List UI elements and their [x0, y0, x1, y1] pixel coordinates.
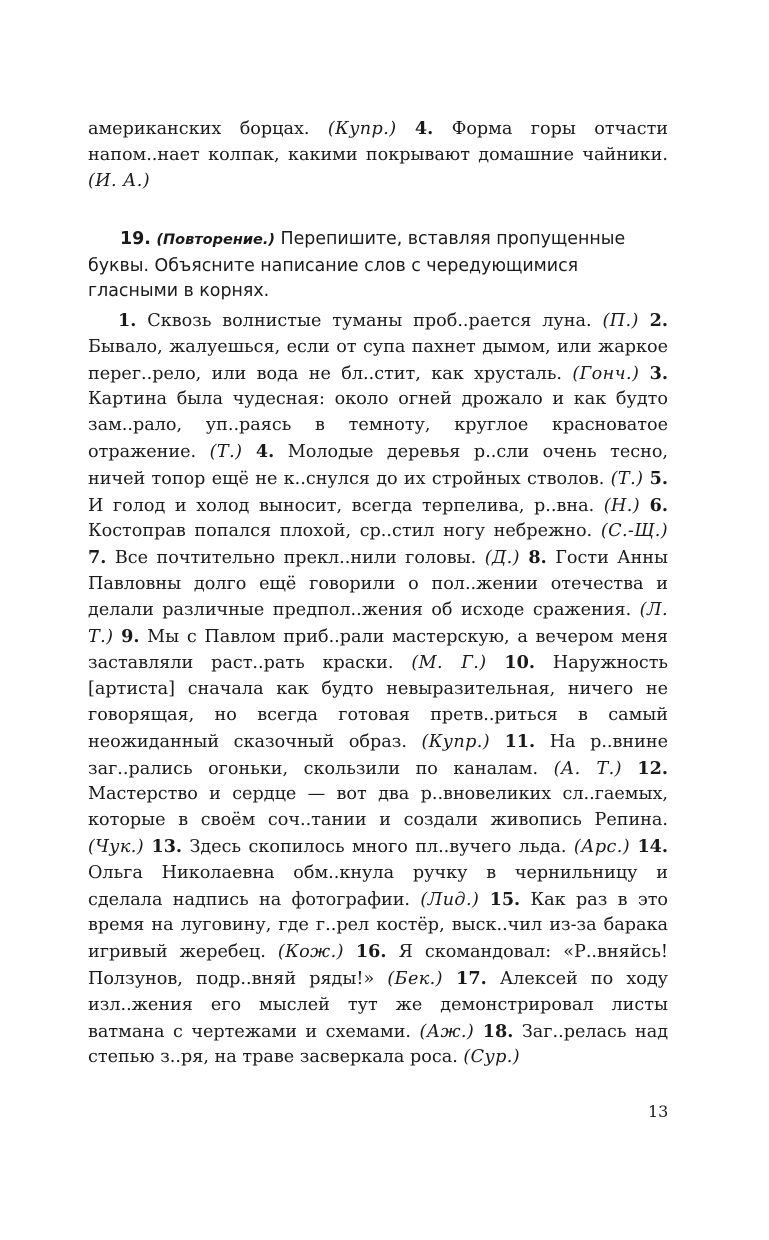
sentence-number: 9.: [121, 625, 140, 647]
intro-author-1: (Купр.): [327, 119, 397, 139]
task-instruction: Перепишите, вставляя пропущенные буквы. Объясните написание слов с чередующимися гласными в корнях.: [88, 229, 626, 302]
intro-author-2: (И. А.): [88, 170, 150, 191]
sentence-author: (Л. Т.): [88, 599, 668, 647]
intro-number-4: 4.: [414, 118, 434, 139]
sentence-text: Сквозь волнистые туманы проб..рается луна.: [147, 311, 592, 331]
sentence-author: (Арс.): [573, 836, 631, 857]
sentence-text: Я скомандовал: «Р..вняйсь! Ползунов, подр..вняй ряды!»: [88, 942, 668, 989]
sentence-number: 6.: [649, 494, 668, 516]
sentence-author: (Аж.): [419, 1021, 475, 1042]
sentence-number: 14.: [637, 835, 669, 857]
sentence-author: (П.): [602, 311, 639, 331]
sentence-text: Мы с Павлом приб..рали мастерскую, а вечером меня заставляли раст..рать краски.: [88, 626, 669, 674]
sentence-number: 18.: [482, 1020, 514, 1042]
sentence-text: Как раз в это время на луговину, где г..рел костёр, выск..чил из-за барака игривый жеребец.: [88, 889, 669, 963]
sentence-number: 16.: [355, 941, 387, 963]
sentence-text: Картина была чудесная: около огней дрожало и как будто зам..рало, уп..раясь в темноту, круглое красноватое отражение.: [88, 389, 668, 462]
sentence-text: Алексей по ходу изл..жения его мыслей тут же демонстрировал листы ватмана с чертежами и схемами.: [88, 968, 669, 1042]
sentence-text: Наружность [артиста] сначала как будто невыразительная, ничего не говорящая, но всегда готовая претв..риться в самый неожиданный сказочный образ.: [88, 653, 669, 752]
sentence-13: [151, 837, 630, 857]
sentence-author: (А. Т.): [553, 758, 622, 779]
exercise-text: [88, 308, 668, 1071]
sentence-number: 10.: [504, 652, 536, 674]
sentence-number: 15.: [489, 888, 521, 910]
sentence-author: (Гонч.): [572, 363, 640, 384]
task-number: 19.: [120, 229, 151, 249]
sentence-number: 8.: [528, 547, 547, 569]
task-tag: (Повторение.): [156, 232, 275, 248]
sentence-number: 4.: [255, 440, 275, 462]
sentence-1: [118, 311, 639, 331]
page-number: 13: [648, 1102, 669, 1121]
sentence-number: 2.: [649, 310, 669, 331]
sentence-number: 11.: [504, 730, 536, 752]
sentence-number: 5.: [649, 467, 669, 489]
sentence-text: Бывало, жалуешься, если от супа пахнет дымом, или жаркое перег..рело, или вода не бл..стит, как хрусталь.: [88, 336, 668, 384]
intro-text-1: американских борцах.: [88, 119, 310, 139]
sentence-7: [88, 548, 520, 568]
sentence-text: Мастерство и сердце — вот два р..вновеликих сл..гаемых, которые в своём соч..тании и создали живопись Репина.: [88, 784, 668, 831]
sentence-author: (Чук.): [88, 836, 145, 857]
sentence-text: На р..внине заг..рались огоньки, скользили по каналам.: [88, 731, 669, 779]
sentence-number: 7.: [88, 547, 107, 569]
sentence-number: 3.: [649, 362, 668, 384]
sentence-author: (Сур.): [463, 1047, 521, 1068]
intro-text-2: Форма горы отчасти напом..нает колпак, какими покрывают домашние чайники.: [88, 119, 669, 165]
sentence-text: Гости Анны Павловны долго ещё говорили о пол..жении отечества и делали различные предпол..жения об исходе сражения.: [88, 548, 669, 620]
sentence-number: 12.: [637, 757, 669, 779]
intro-paragraph: [88, 116, 668, 194]
sentence-text: Молодые деревья р..сли очень тесно, ничей топор ещё не к..снулся до их стройных стволов.: [88, 441, 669, 489]
sentence-text: И голод и холод выносит, всегда терпелива, р..вна.: [88, 495, 595, 516]
sentence-author: (Лид.): [420, 889, 480, 910]
sentence-author: (Бек.): [387, 968, 443, 989]
sentence-author: (Купр.): [421, 731, 491, 752]
sentence-number: 17.: [456, 967, 487, 989]
sentence-author: (М. Г.): [411, 653, 487, 674]
sentence-text: Ольга Николаевна обм..кнула ручку в чернильницу и сделала надпись на фотографии.: [88, 862, 668, 910]
sentence-text: Заг..релась над степью з..ря, на траве засверкала роса.: [88, 1021, 669, 1068]
sentence-text: Костоправ попался плохой, ср..стил ногу небрежно.: [88, 521, 593, 542]
sentence-author: (Т.): [209, 441, 243, 462]
sentence-author: (Кож.): [277, 942, 344, 963]
sentence-number: 13.: [151, 835, 183, 857]
task-header: [88, 227, 668, 305]
sentence-author: (Т.): [610, 468, 644, 489]
sentence-author: (Н.): [603, 495, 641, 516]
sentence-number: 1.: [118, 310, 137, 331]
sentence-author: (Д.): [484, 548, 520, 569]
sentence-author: (С.-Щ.): [600, 521, 669, 542]
sentence-text: Здесь скопилось много пл..вучего льда.: [189, 836, 567, 857]
sentence-text: Все почтительно прекл..нили головы.: [114, 548, 477, 569]
